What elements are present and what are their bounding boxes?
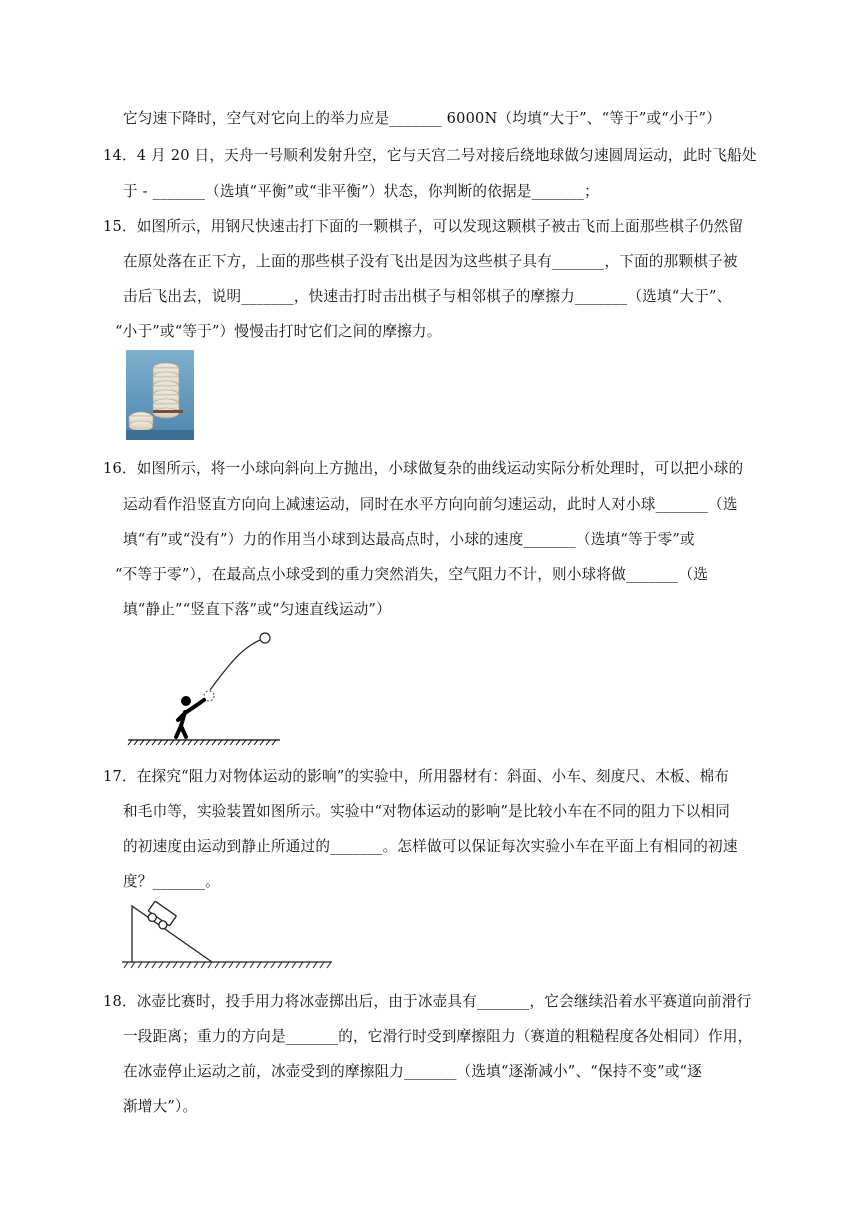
q18-line-1: 18．冰壶比赛时，投手用力将冰壶掷出后，由于冰壶具有_______，它会继续沿着水平赛道向前滑行 (103, 993, 752, 1010)
q16-line-2: 运动看作沿竖直方向向上减速运动，同时在水平方向向前匀速运动，此时人对小球_______（选 (123, 496, 738, 513)
q15-line-4: “小于”或“等于”）慢慢击打时它们之间的摩擦力。 (115, 323, 442, 340)
q16-line-3: 填“有”或“没有”）力的作用当小球到达最高点时，小球的速度_______（选填“等于零”或 (123, 531, 695, 548)
q15-line-3: 击后飞出去，说明_______，快速击打时击出棋子与相邻棋子的摩擦力_______（选填“大于”、 (123, 288, 732, 305)
q16-line-1: 16．如图所示，将一小球向斜向上方抛出，小球做复杂的曲线运动实际分析处理时，可以把小球的 (103, 460, 744, 477)
q16-line-5: 填“静止”“竖直下落”或“匀速直线运动”） (123, 601, 391, 618)
q15-line-2: 在原处落在正下方，上面的那些棋子没有飞出是因为这些棋子具有_______，下面的那颗棋子被 (123, 253, 738, 270)
q17-line-4: 度？_______。 (123, 873, 220, 890)
q18-line-3: 在冰壶停止运动之前，冰壶受到的摩擦阻力_______（选填“逐渐减小”、“保持不变”或“逐 (123, 1063, 702, 1080)
q13-line-1: 它匀速下降时，空气对它向上的举力应是_______ 6000N（均填“大于”、“等于”或“小于”） (123, 110, 722, 127)
chess-pieces-photo (126, 350, 194, 440)
q15-line-1: 15．如图所示，用钢尺快速击打下面的一颗棋子，可以发现这颗棋子被击飞而上面那些棋子仍然留 (103, 218, 744, 235)
ball-throw-figure (124, 628, 284, 748)
q17-line-1: 17．在探究“阻力对物体运动的影响”的实验中，所用器材有：斜面、小车、刻度尺、木板、棉布 (103, 768, 730, 785)
q14-line-2: 于 - _______（选填“平衡”或“非平衡”）状态，你判断的依据是_______； (123, 183, 599, 200)
q17-line-2: 和毛巾等，实验装置如图所示。实验中“对物体运动的影响”是比较小车在不同的阻力下以相同 (123, 803, 731, 820)
q14-line-1: 14．4 月 20 日，天舟一号顺利发射升空，它与天宫二号对接后绕地球做匀速圆周运动，此时飞船处 (103, 147, 757, 164)
q17-line-3: 的初速度由运动到静止所通过的_______。怎样做可以保证每次实验小车在平面上有相同的初速 (123, 838, 738, 855)
q18-line-2: 一段距离；重力的方向是_______的，它滑行时受到摩擦阻力（赛道的粗糙程度各处相同）作用， (123, 1028, 753, 1045)
incline-cart-diagram (122, 894, 334, 974)
ball-throw-diagram (124, 628, 284, 748)
q16-line-4: “不等于零”），在最高点小球受到的重力突然消失，空气阻力不计，则小球将做_______（选 (115, 566, 709, 583)
incline-cart-figure (122, 894, 334, 974)
chess-pieces-figure (126, 350, 194, 440)
q18-line-4: 渐增大”）。 (123, 1098, 198, 1115)
